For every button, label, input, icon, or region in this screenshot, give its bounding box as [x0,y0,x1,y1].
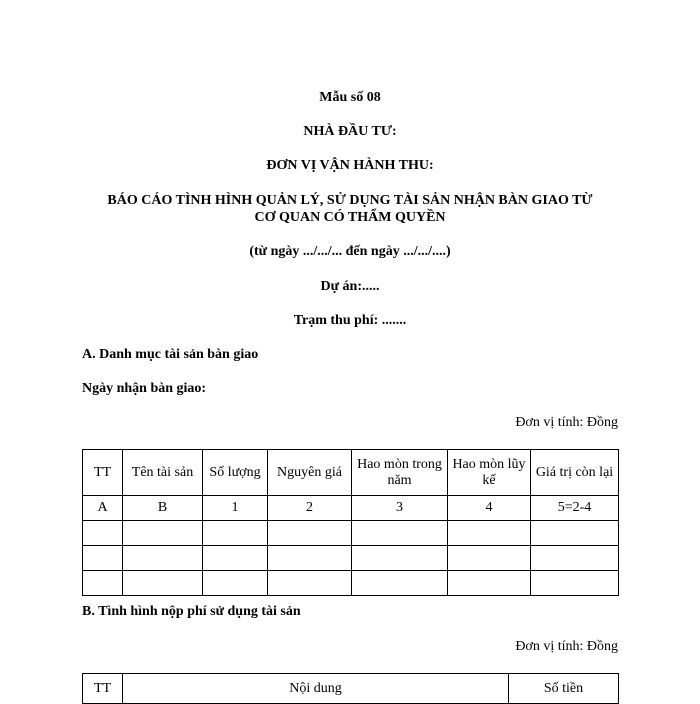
table-cell[interactable] [83,521,123,546]
table-cell[interactable] [203,571,268,596]
col-header-quantity: Số lượng [203,450,268,496]
index-cell: 5=2-4 [531,496,619,521]
table-row [83,496,619,521]
table-cell[interactable] [203,546,268,571]
section-a-heading: A. Danh mục tài sản bàn giao [82,347,259,362]
operator-label: ĐƠN VỊ VẬN HÀNH THU: [266,158,434,173]
asset-table-header [83,450,619,496]
report-title-line2: CƠ QUAN CÓ THẨM QUYỀN [254,210,446,225]
table-cell[interactable] [268,571,352,596]
table-cell[interactable] [123,546,203,571]
col-header-content: Nội dung [123,674,509,704]
table-cell[interactable] [531,521,619,546]
col-header-index: TT [83,674,123,704]
table-row [83,521,619,546]
table-cell[interactable] [83,546,123,571]
table-cell[interactable] [352,546,448,571]
table-cell[interactable] [268,546,352,571]
table-cell[interactable] [531,546,619,571]
table-cell[interactable] [531,571,619,596]
index-cell: 1 [203,496,268,521]
table-cell[interactable] [448,521,531,546]
table-cell[interactable] [448,571,531,596]
fee-table-header [83,674,619,704]
index-cell: A [83,496,123,521]
report-period: (từ ngày .../.../... đến ngày .../.../....) [249,244,451,259]
section-b-heading: B. Tình hình nộp phí sử dụng tài sản [82,604,301,619]
table-cell[interactable] [123,571,203,596]
col-header-amount: Số tiền [509,674,619,704]
investor-label: NHÀ ĐẦU TƯ: [303,124,397,139]
handover-date-label: Ngày nhận bàn giao: [82,381,207,396]
index-cell: 4 [448,496,531,521]
col-header-accumulated-depreciation: Hao mòn lũy kế [448,450,531,496]
table-cell[interactable] [448,546,531,571]
table-cell[interactable] [123,521,203,546]
project-label: Dự án:..... [320,279,380,294]
col-header-asset-name: Tên tài sản [123,450,203,496]
table-cell[interactable] [83,571,123,596]
table-row [83,571,619,596]
index-cell: 3 [352,496,448,521]
index-cell: 2 [268,496,352,521]
index-cell: B [123,496,203,521]
col-header-remaining-value: Giá trị còn lại [531,450,619,496]
report-title [80,192,620,226]
fee-table [82,673,619,704]
table-cell[interactable] [268,521,352,546]
table-cell[interactable] [203,521,268,546]
table-cell[interactable] [352,521,448,546]
table-cell[interactable] [352,571,448,596]
form-number: Mẫu số 08 [319,90,381,105]
section-b-unit: Đơn vị tính: Đồng [515,639,618,654]
col-header-original-price: Nguyên giá [268,450,352,496]
asset-table [82,449,619,596]
col-header-depreciation-year: Hao mòn trong năm [352,450,448,496]
section-a-unit: Đơn vị tính: Đồng [515,415,618,430]
table-row [83,546,619,571]
report-title-line1: BÁO CÁO TÌNH HÌNH QUẢN LÝ, SỬ DỤNG TÀI SẢN NHẬN BÀN GIAO TỪ [107,193,593,208]
toll-station-label: Trạm thu phí: ....... [293,313,407,328]
col-header-index: TT [83,450,123,496]
